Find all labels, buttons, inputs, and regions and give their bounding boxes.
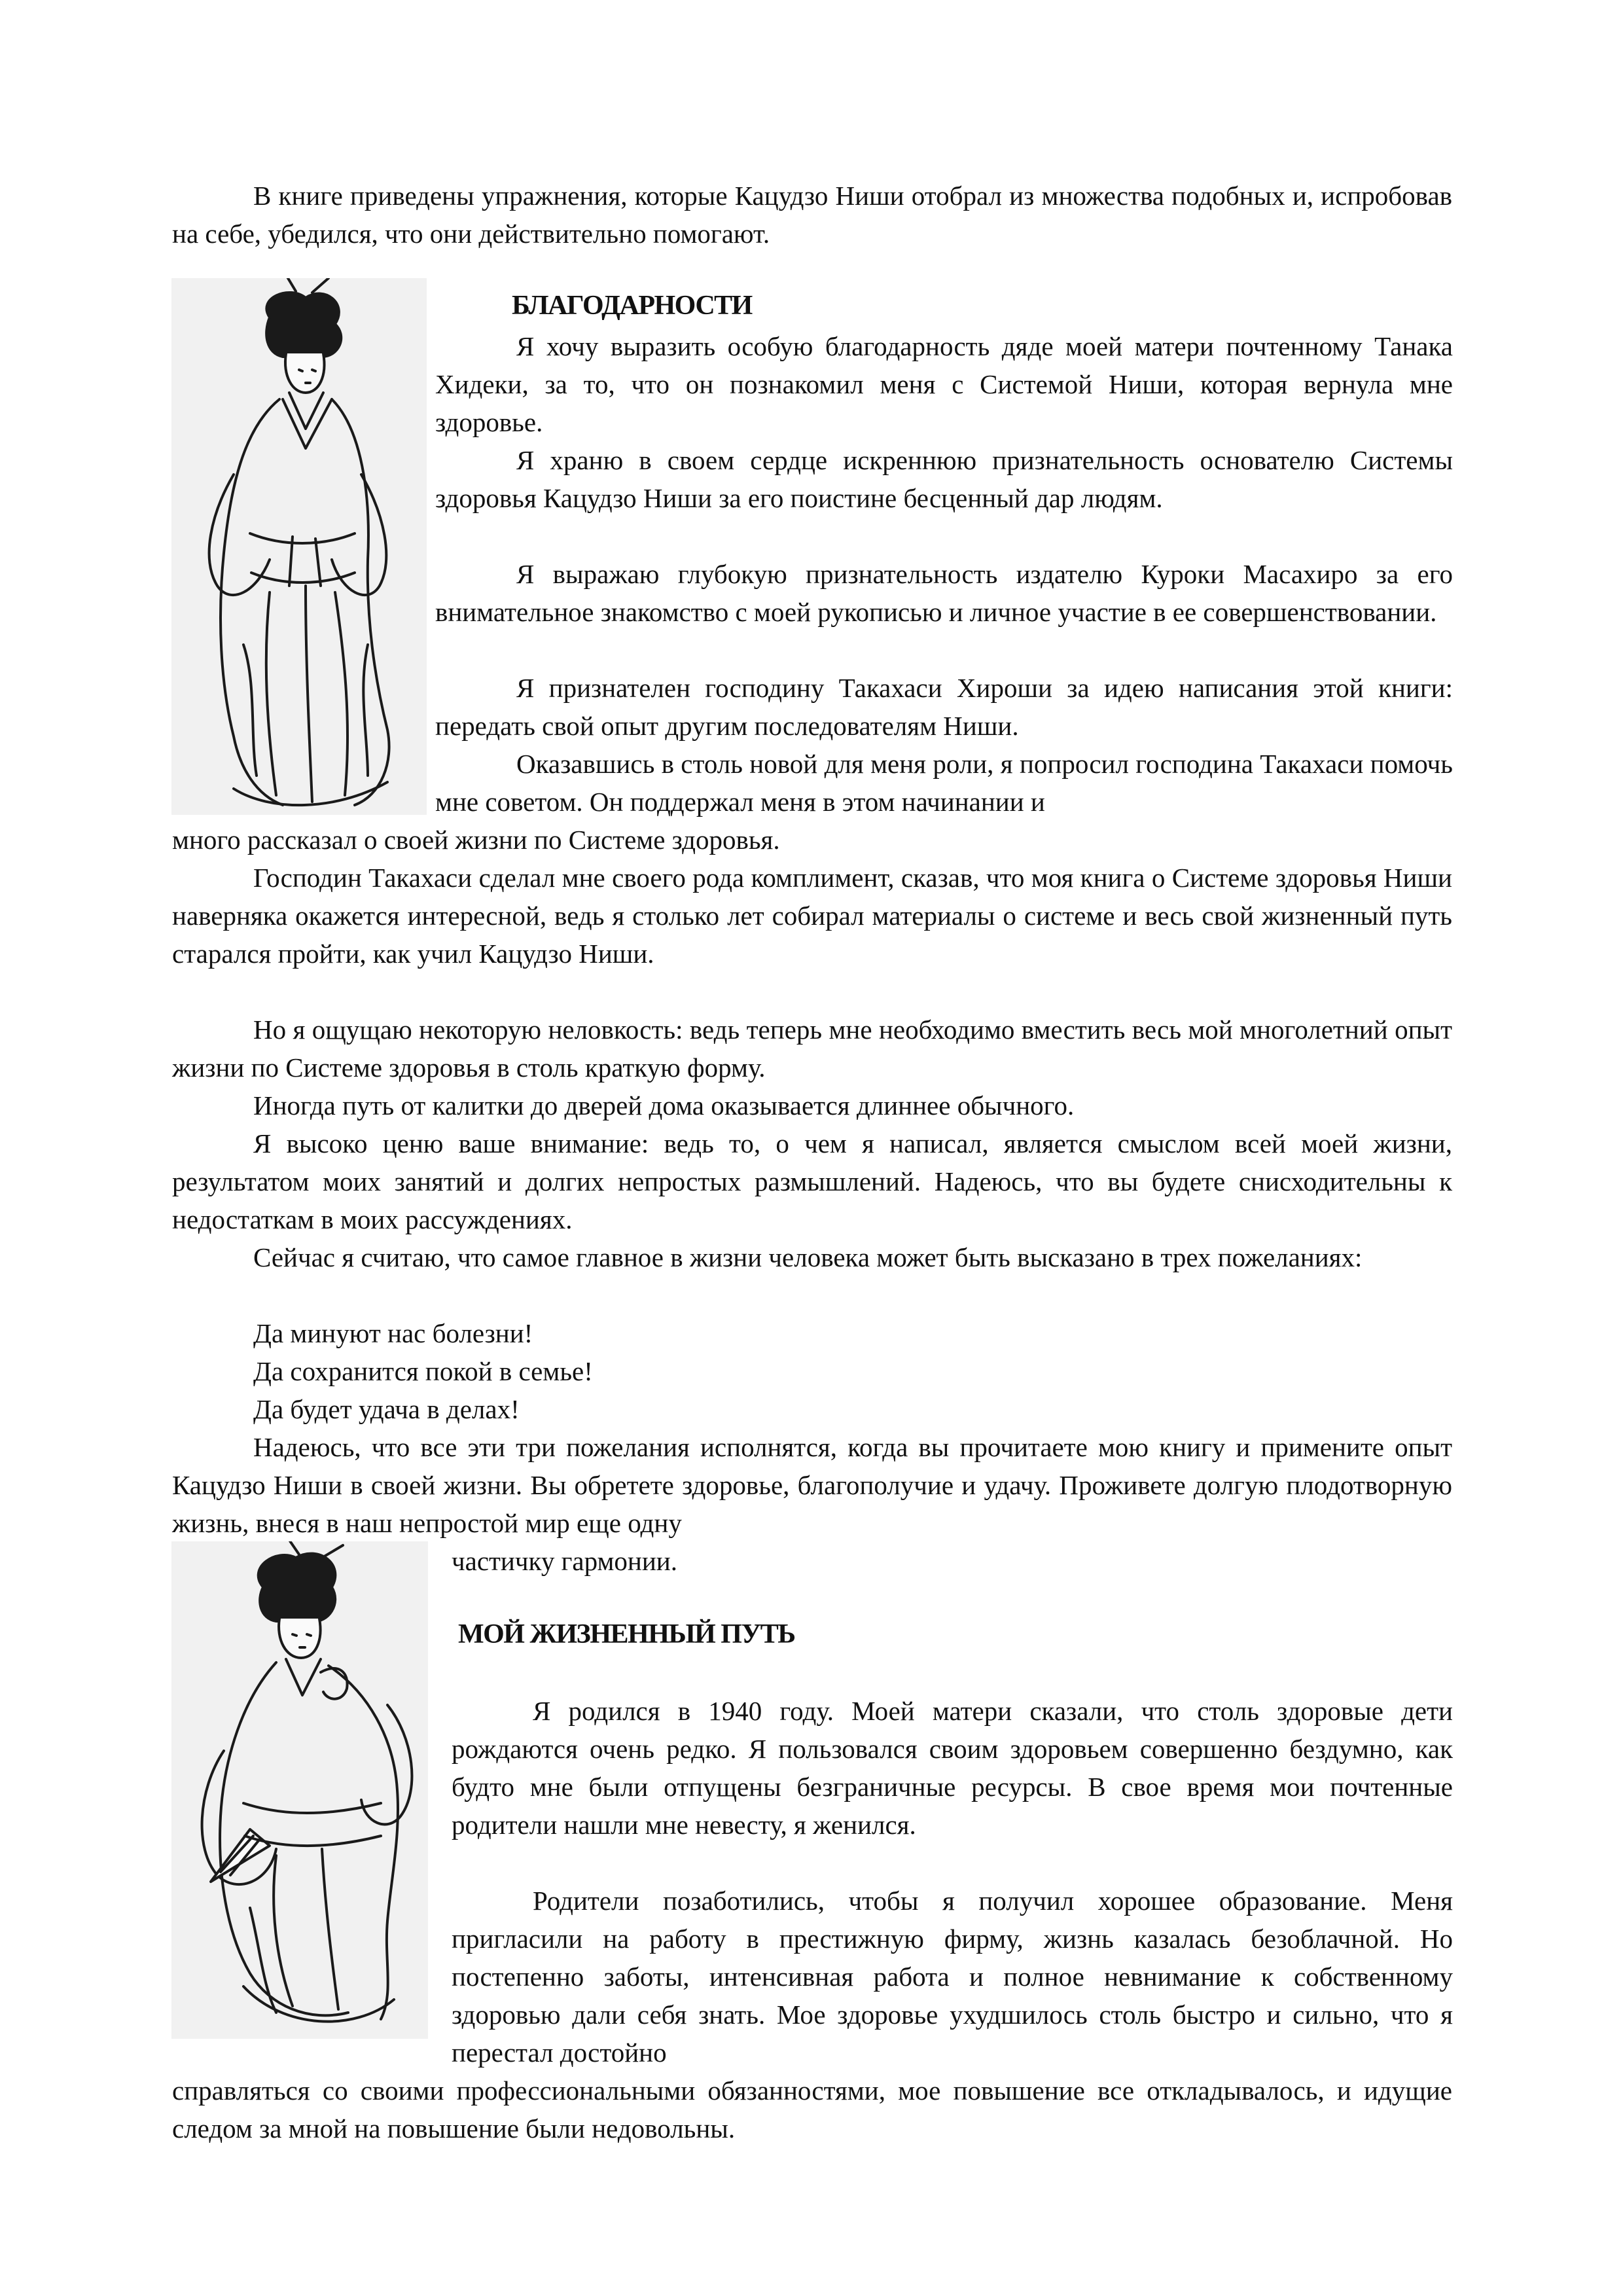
gratitude-paragraph-8: Иногда путь от калитки до дверей дома оказывается длиннее обычного. [253, 1090, 1075, 1121]
gratitude-paragraph-11: Надеюсь, что все эти три пожелания исполнятся, когда вы прочитаете мою книгу и примените опыт Кацудзо Ниши в своей жизни. Вы обретете здоровье, благополучие и удачу. Проживете долгую плодотворную жизнь, внеся в наш непростой мир еще одну [172, 1432, 1452, 1538]
wish-3: Да будет удача в делах! [253, 1394, 520, 1424]
section-title-gratitude: БЛАГОДАРНОСТИ [512, 291, 752, 321]
life-path-paragraph-2: Родители позаботились, чтобы я получил хорошее образование. Меня пригласили на работу в престижную фирму, жизнь казалась безоблачной. Но постепенно заботы, интенсивная работа и полное невнимание к собственному здоровью дали себя знать. Мое здоровье ухудшилось столь быстро и сильно, что я перестал достойно [452, 1886, 1453, 2068]
life-path-paragraph-1: Я родился в 1940 году. Моей матери сказали, что столь здоровые дети рождаются очень редко. Я пользовался своим здоровьем совершенно бездумно, как будто мне были отпущены безграничные ресурсы. В свое время мои почтенные родители нашли мне невесту, я женился. [452, 1696, 1453, 1840]
gratitude-paragraph-10: Сейчас я считаю, что самое главное в жизни человека может быть высказано в трех пожеланиях: [253, 1242, 1363, 1272]
kimono-woman-drawing [171, 278, 427, 815]
gratitude-paragraph-11-continued: частичку гармонии. [452, 1546, 677, 1576]
wish-2: Да сохранится покой в семье! [253, 1356, 593, 1386]
gratitude-paragraph-7: Но я ощущаю некоторую неловкость: ведь теперь мне необходимо вместить весь мой многолетний опыт жизни по Системе здоровья в столь краткую форму. [172, 1014, 1452, 1083]
gratitude-paragraph-6: Господин Такахаси сделал мне своего рода комплимент, сказав, что моя книга о Системе здоровья Ниши наверняка окажется интересной, ведь я столько лет собирал материалы о системе и весь свой жизненный путь старался пройти, как учил Кацудзо Ниши. [172, 863, 1452, 969]
kimono-woman-illustration [171, 278, 427, 815]
gratitude-paragraph-2: Я храню в своем сердце искреннюю признательность основателю Системы здоровья Кацудзо Ниши за его поистине бесценный дар людям. [435, 445, 1453, 513]
woman-with-fan-drawing [171, 1541, 428, 2039]
gratitude-paragraph-5-continued: много рассказал о своей жизни по Системе здоровья. [172, 825, 780, 855]
life-path-paragraph-2-continued: справляться со своими профессиональными обязанностями, мое повышение все откладывалось, и идущие следом за мной на повышение были недовольны. [172, 2075, 1452, 2144]
gratitude-paragraph-5: Оказавшись в столь новой для меня роли, я попросил господина Такахаси помочь мне советом. Он поддержал меня в этом начинании и [435, 749, 1453, 817]
wish-1: Да минуют нас болезни! [253, 1318, 533, 1348]
intro-paragraph: В книге приведены упражнения, которые Кацудзо Ниши отобрал из множества подобных и, испробовав на себе, убедился, что они действительно помогают. [172, 181, 1452, 249]
gratitude-paragraph-9: Я высоко ценю ваше внимание: ведь то, о чем я написал, является смыслом всей моей жизни, результатом моих занятий и долгих непростых размышлений. Надеюсь, что вы будете снисходительны к недостаткам в моих рассуждениях. [172, 1128, 1452, 1234]
woman-with-fan-illustration [171, 1541, 428, 2039]
section-title-life-path: МОЙ ЖИЗНЕННЫЙ ПУТЬ [458, 1619, 795, 1649]
gratitude-paragraph-3: Я выражаю глубокую признательность издателю Куроки Масахиро за его внимательное знакомство с моей рукописью и личное участие в ее совершенствовании. [435, 559, 1453, 627]
gratitude-paragraph-4: Я признателен господину Такахаси Хироши за идею написания этой книги: передать свой опыт другим последователям Ниши. [435, 673, 1453, 741]
gratitude-paragraph-1: Я хочу выразить особую благодарность дяде моей матери почтенному Танака Хидеки, за то, что он познакомил меня с Системой Ниши, которая вернула мне здоровье. [435, 331, 1453, 437]
